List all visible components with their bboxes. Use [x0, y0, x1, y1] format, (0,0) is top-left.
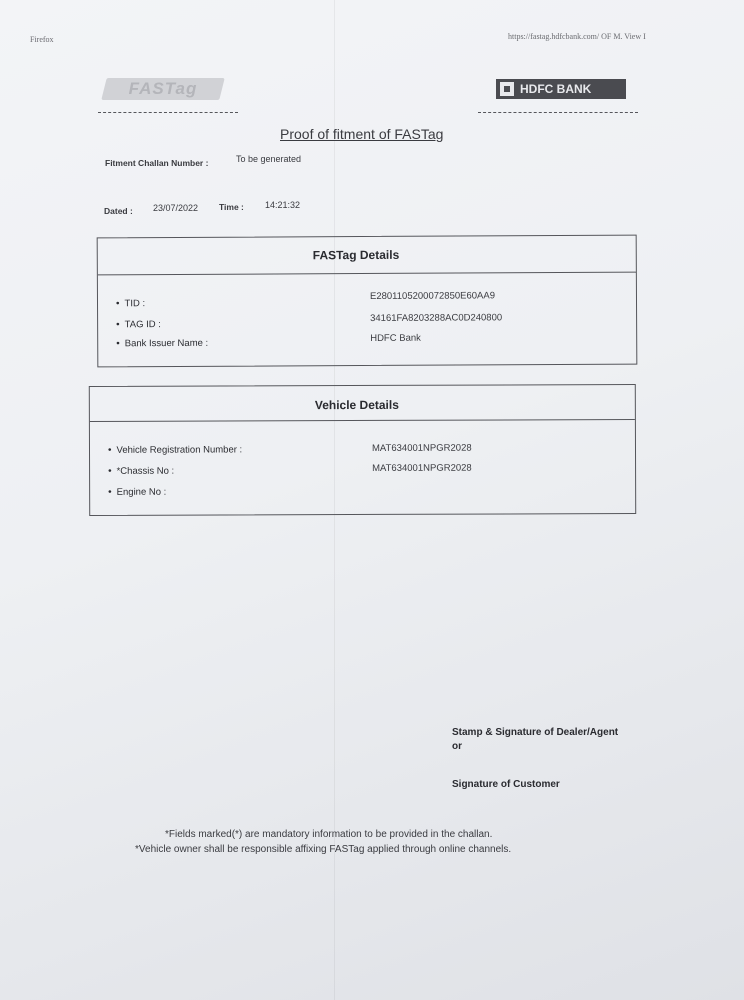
signature-or-label: or: [452, 741, 462, 752]
hdfc-bank-logo: [496, 79, 626, 99]
vehicle-details-heading: Vehicle Details: [314, 397, 399, 413]
dated-value: 23/07/2022: [153, 203, 199, 213]
dealer-signature-label: Stamp & Signature of Dealer/Agent: [452, 727, 619, 738]
challan-label: Fitment Challan Number :: [105, 158, 209, 168]
chassis-value: MAT634001NPGR2028: [372, 462, 472, 474]
page-title: Proof of fitment of FASTag: [280, 126, 444, 142]
registration-value: MAT634001NPGR2028: [371, 442, 472, 454]
footer-note-owner: *Vehicle owner shall be responsible affixing FASTag applied through online channels.: [135, 844, 512, 855]
fastag-details-box: [97, 235, 638, 368]
browser-header-left: Firefox: [30, 35, 54, 44]
bank-issuer-label: • Bank Issuer Name :: [116, 338, 208, 349]
vehicle-details-box: [89, 384, 636, 516]
fastag-details-heading: FASTag Details: [312, 247, 400, 263]
chassis-label: • *Chassis No :: [108, 466, 174, 477]
footer-note-mandatory: *Fields marked(*) are mandatory information to be provided in the challan.: [165, 829, 493, 840]
challan-value: To be generated: [236, 154, 302, 164]
customer-signature-label: Signature of Customer: [452, 779, 560, 790]
header-divider: [98, 112, 238, 113]
time-value: 14:21:32: [265, 200, 301, 210]
bank-issuer-value: HDFC Bank: [370, 332, 421, 344]
vehicle-heading-divider: [90, 419, 635, 422]
engine-label: • Engine No :: [108, 487, 166, 498]
registration-label: • Vehicle Registration Number :: [108, 444, 242, 455]
browser-header-url: https://fastag.hdfcbank.com/ OF M. View I: [508, 32, 646, 41]
tid-label: • TID :: [116, 298, 145, 309]
header-divider: [478, 112, 638, 113]
tid-value: E2801105200072850E60AA9: [369, 290, 496, 302]
time-label: Time :: [219, 202, 244, 212]
fastag-logo-text: FASTag: [128, 79, 198, 98]
fastag-logo: [101, 78, 224, 100]
hdfc-logo-text: HDFC BANK: [520, 82, 592, 96]
tag-id-label: • TAG ID :: [116, 319, 161, 330]
dated-label: Dated :: [104, 206, 133, 216]
fastag-heading-divider: [98, 272, 636, 276]
tag-id-value: 34161FA8203288AC0D240800: [370, 312, 503, 324]
hdfc-logo-icon: [500, 82, 514, 96]
